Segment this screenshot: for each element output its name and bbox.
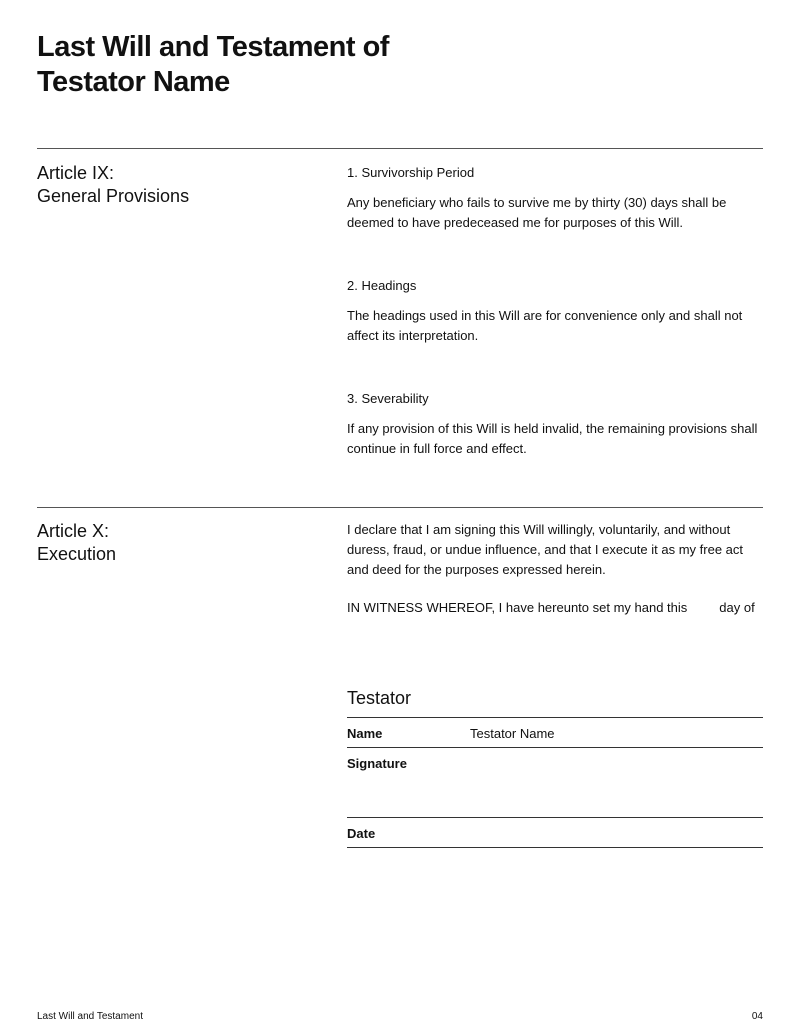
document-title: [37, 30, 389, 100]
article-x-title: [37, 520, 116, 566]
article-x-number: Article X:: [37, 521, 110, 541]
signature-block-title: Testator: [347, 688, 412, 708]
signature-table-rule: [347, 747, 763, 748]
signature-table-rule: [347, 847, 763, 848]
provision-severability: [347, 391, 763, 459]
declaration-text: I declare that I am signing this Will willingly, voluntarily, and without duress, fraud, or undue influence, and that I execute it as my free act and deed for the purposes expressed herein.: [347, 522, 744, 577]
article-ix-title: [37, 162, 189, 208]
section-divider: [37, 148, 763, 149]
provision-heading: 3. Severability: [347, 391, 429, 406]
execution-declaration: [347, 520, 767, 580]
signature-table-rule: [347, 817, 763, 818]
witness-day-of: day of: [719, 600, 755, 615]
page-number: 04: [751, 1011, 763, 1022]
provision-heading: 2. Headings: [347, 278, 417, 293]
provision-body: Any beneficiary who fails to survive me by thirty (30) days shall be deemed to have predeceased me for purposes of this Will.: [347, 195, 727, 230]
provision-body: The headings used in this Will are for convenience only and shall not affect its interpretation.: [347, 308, 743, 343]
provision-headings: [347, 278, 763, 346]
signature-label: Signature: [347, 756, 407, 771]
section-divider: [37, 507, 763, 508]
signature-table-rule: [347, 717, 763, 718]
name-label: Name: [347, 726, 383, 741]
article-ix-number: Article IX:: [37, 163, 115, 183]
document-title-line-1: Last Will and Testament of: [37, 31, 389, 63]
article-x-name: Execution: [37, 544, 117, 564]
article-ix-name: General Provisions: [37, 186, 190, 206]
name-value: Testator Name: [470, 726, 555, 741]
date-label: Date: [347, 826, 376, 841]
footer-document-name: Last Will and Testament: [37, 1011, 143, 1022]
provision-heading: 1. Survivorship Period: [347, 165, 475, 180]
document-title-line-2: Testator Name: [37, 66, 230, 98]
witness-clause: [347, 600, 767, 616]
witness-text: IN WITNESS WHEREOF, I have hereunto set my hand this: [347, 600, 688, 615]
provision-survivorship: [347, 165, 763, 233]
signature-field[interactable]: [347, 776, 763, 816]
provision-body: If any provision of this Will is held invalid, the remaining provisions shall continue in full force and effect.: [347, 421, 758, 456]
